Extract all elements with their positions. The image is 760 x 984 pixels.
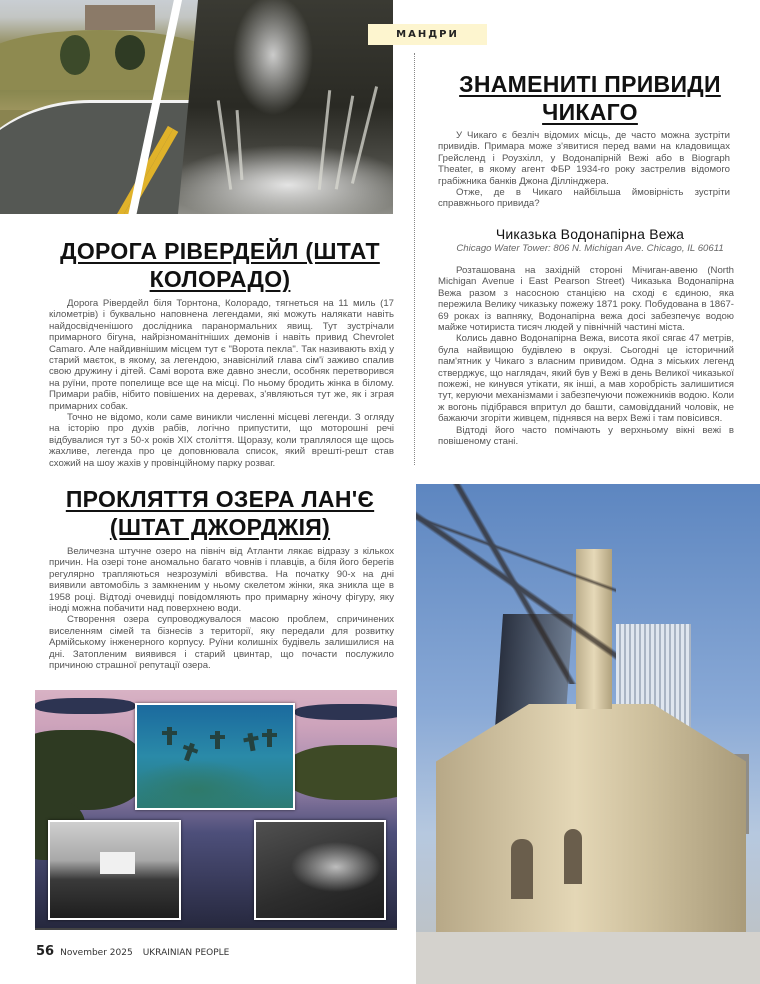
historic-crowd-inset xyxy=(48,820,181,920)
paragraph: Отже, де в Чикаго найбільша ймовірність зустріти справжнього привида? xyxy=(438,187,730,210)
water-tower-address: Chicago Water Tower: 806 N. Michigan Ave. Chicago, IL 60611 xyxy=(456,243,724,254)
riverdale-body xyxy=(49,298,394,469)
aerial-construction-inset xyxy=(254,820,386,920)
paragraph: Розташована на західній стороні Мічиган-авеню (North Michigan Avenue і East Pearson Street) Чиказька Водонапірна Вежа разом з насосною станцією на сході є єдиною, яка пережила Велику чиказьку пожежу 1871 року. Побудована в 1867-69 роках із вапняку, Водонапірна вежа досі забезпечує водою майже чотириста тисяч людей у північній частині міста. xyxy=(438,265,734,334)
page-number: 56 xyxy=(36,944,55,959)
paragraph: Дорога Рівердейл біля Торнтона, Колорадо, тягнеться на 11 миль (17 кілометрів) і буквально наповнена легендами, які можуть налякати навіть найдосвідченішого дослідника паранормальних явищ. Тут зустрічали примарного бігуна, найрізноманітніших демонів і навіть привид Chevrolet Camaro. Але найдивнішим місцем тут є "Ворота пекла". Так називають вхід у старий маєток, в якому, за легендою, знавіснілий глава сім'ї заживо спалив свою дружину і дітей. Самі ворота вже давно знесли, особняк перетворився на руїни, проте попелище все ще на місці. По ньому бродить жінка в білому. Примари рабів, нібито повішених на деревах, з'являються тут же, як і зграя примарних собак. xyxy=(49,298,394,412)
lanier-article-title: ПРОКЛЯТТЯ ОЗЕРА ЛАН'Є (ШТАТ ДЖОРДЖІЯ) xyxy=(65,486,375,540)
paragraph: Відтоді його часто помічають у верхньому вікні вежі в повішеному стані. xyxy=(438,424,734,448)
section-tag: МАНДРИ xyxy=(368,24,487,45)
water-tower-subheading: Чиказька Водонапірна Вежа xyxy=(495,226,685,242)
column-divider xyxy=(414,53,415,465)
dark-forest-road-photo xyxy=(178,0,393,214)
magazine-name: UKRAINIAN PEOPLE xyxy=(142,948,230,958)
paragraph: У Чикаго є безліч відомих місць, де часто можна зустріти привидів. Примара може з'явитися перед вами на кладовищах Грейсленд і Роузхілл, у Водонапірній Вежі або в Biograph Theater, в якому агент ФБР 1934-го року застрелив відомого грабіжника банків Джона Діллінджера. xyxy=(438,130,730,187)
paragraph: Колись давно Водонапірна Вежа, висота якої сягає 47 метрів, була найвищою будівлею в окрузі. Сьогодні це історичний пам'ятник у Чикаго з власним привидом. Одна з міських легенд стверджує, що наглядач, який був у Вежі в день Великої чиказької пожежі, не кинувся утікати, як інші, а мав хоробрість залишитися тут, керуючи механізмами і забезпечуючи пожежників водою. Коли ж вогонь підібрався впритул до башти, самовідданий чоловік, не бажаючи згоріти живцем, піднявся на верх Вежі і там повісився. xyxy=(438,333,734,425)
lake-lanier-collage xyxy=(35,690,397,930)
page-footer xyxy=(36,944,229,959)
paragraph: Величезна штучне озеро на північ від Атланти лякає відразу з кількох причин. На озері тоне аномально багато човнів і плавців, а біля його берегів регулярно трапляються незрозумілі вбивства. На початку 90-х на дні виявили автомобіль з замкненим у ньому скелетом жінки, яка зникла ще в 1958 році. Відтоді очевидці повідомляють про примарну жіночу фігуру, яку іноді можна побачити над поверхнею води. xyxy=(49,546,394,615)
underwater-cemetery-inset xyxy=(135,703,295,810)
water-tower-body xyxy=(438,265,734,448)
paragraph: Точно не відомо, коли саме виникли численні місцеві легенди. З огляду на історію про духів рабів, логічно припустити, що моторошні речі відбувалися тут з 50-х років XIX століття. Щоразу, коли траплялося ще щось жахливе, легенда про це доповнювала список, який врешті-решт став схожий на шоу жахів у провінційному парку розваг. xyxy=(49,412,394,469)
paragraph: Створення озера супроводжувалося масою проблем, спричинених виселенням сімей та бізнесів з території, яку передали для розвитку Армійському інженерного корпусу. Руїни колишніх будівель залишилися на дні. Затопленим виявився і старий цвинтар, що почасти послужило причиною страшної репутації озера. xyxy=(49,614,394,672)
lanier-body xyxy=(49,546,394,671)
chicago-intro xyxy=(438,130,730,210)
issue-date: November 2025 xyxy=(60,948,133,958)
chicago-article-title: ЗНАМЕНИТІ ПРИВИДИ ЧИКАГО xyxy=(459,71,721,125)
chicago-water-tower-photo xyxy=(416,484,760,984)
riverdale-article-title: ДОРОГА РІВЕРДЕЙЛ (ШТАТ КОЛОРАДО) xyxy=(60,238,380,292)
